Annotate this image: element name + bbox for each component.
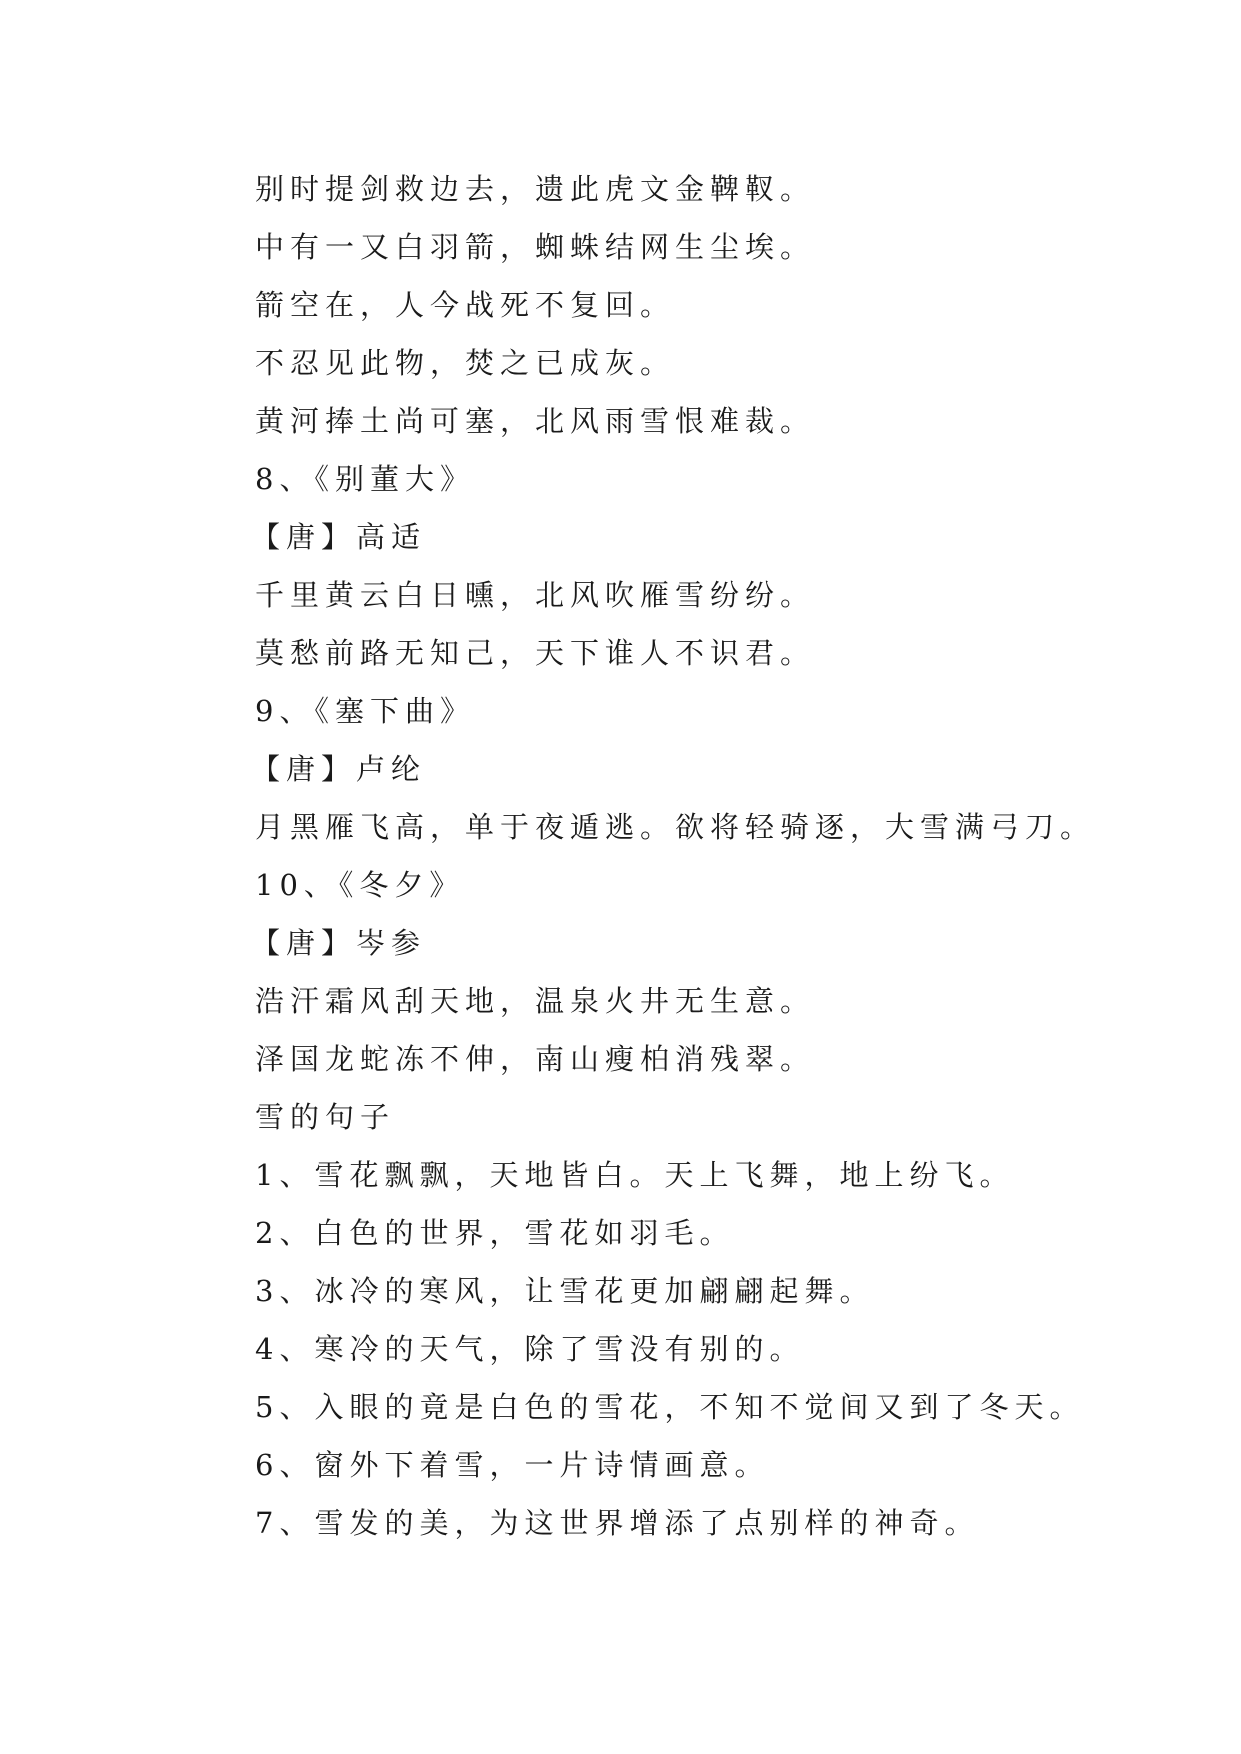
poem-title: 8、《别董大》 <box>255 462 475 496</box>
poem-line: 中有一又白羽箭，蜘蛛结网生尘埃。 <box>255 230 816 264</box>
sentence-item: 7、雪发的美，为这世界增添了点别样的神奇。 <box>255 1506 980 1540</box>
poem-line: 月黑雁飞高，单于夜遁逃。欲将轻骑逐，大雪满弓刀。 <box>255 810 1096 844</box>
poem-author: 【唐】高适 <box>251 520 427 554</box>
poem-line: 千里黄云白日曛，北风吹雁雪纷纷。 <box>255 578 816 612</box>
poem-title: 10、《冬夕》 <box>255 868 465 902</box>
poem-author: 【唐】卢纶 <box>251 752 427 786</box>
poem-author: 【唐】岑参 <box>251 926 427 960</box>
poem-line: 别时提剑救边去，遗此虎文金鞞靫。 <box>255 172 816 206</box>
sentence-item: 2、白色的世界，雪花如羽毛。 <box>255 1216 735 1250</box>
section-heading: 雪的句子 <box>255 1100 396 1134</box>
sentence-item: 1、雪花飘飘，天地皆白。天上飞舞，地上纷飞。 <box>255 1158 1015 1192</box>
document-body <box>251 160 1195 1552</box>
sentence-item: 4、寒冷的天气，除了雪没有别的。 <box>255 1332 805 1366</box>
sentence-item: 3、冰冷的寒风，让雪花更加翩翩起舞。 <box>255 1274 875 1308</box>
poem-line: 不忍见此物，焚之已成灰。 <box>255 346 676 380</box>
sentence-item: 6、窗外下着雪，一片诗情画意。 <box>255 1448 770 1482</box>
sentence-item: 5、入眼的竟是白色的雪花，不知不觉间又到了冬天。 <box>255 1390 1085 1424</box>
poem-line: 莫愁前路无知己，天下谁人不识君。 <box>255 636 816 670</box>
poem-line: 黄河捧土尚可塞，北风雨雪恨难裁。 <box>255 404 816 438</box>
poem-line: 浩汗霜风刮天地，温泉火井无生意。 <box>255 984 816 1018</box>
poem-line: 泽国龙蛇冻不伸，南山瘦柏消残翠。 <box>255 1042 816 1076</box>
poem-title: 9、《塞下曲》 <box>255 694 475 728</box>
poem-line: 箭空在，人今战死不复回。 <box>255 288 676 322</box>
